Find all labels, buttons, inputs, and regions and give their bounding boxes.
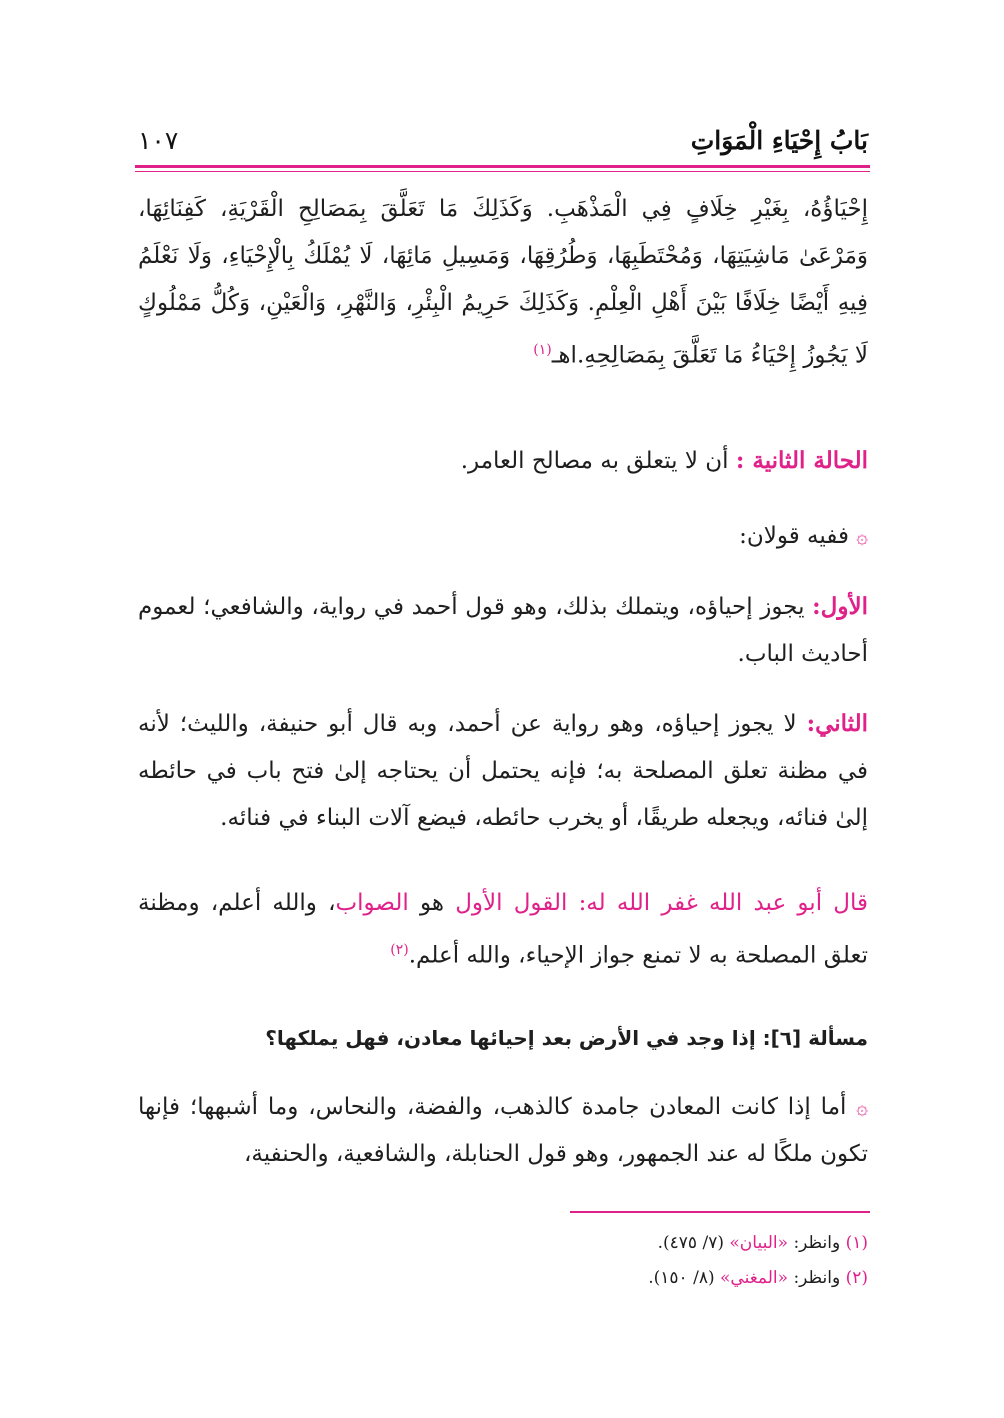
second-opinion-paragraph xyxy=(138,700,868,842)
footnote-number: (١) xyxy=(845,1233,868,1253)
issue-heading: مسألة [٦]: إذا وجد في الأرض بعد إحيائها معادن، فهل يملكها؟ xyxy=(265,1026,868,1050)
header-rule-thick xyxy=(135,165,870,168)
answer-paragraph xyxy=(138,1084,868,1178)
quote-paragraph xyxy=(138,186,868,380)
footnote-source: «البيان» xyxy=(729,1233,789,1253)
case-two-text: أن لا يتعلق به مصالح العامر. xyxy=(460,448,729,474)
flower-icon: ۞ xyxy=(856,1095,868,1119)
footnote-source: «المغني» xyxy=(720,1268,789,1288)
first-opinion-ref: القول الأول xyxy=(455,890,568,916)
footnote-1 xyxy=(138,1226,868,1261)
flower-icon: ۞ xyxy=(856,524,868,548)
footnote-number: (٢) xyxy=(845,1268,868,1288)
page-number: ١٠٧ xyxy=(138,125,179,155)
footnote-ref: (٧/ ٤٧٥). xyxy=(657,1233,724,1253)
correct-word: الصواب xyxy=(335,890,409,916)
footnotes xyxy=(138,1226,868,1296)
footnote-2 xyxy=(138,1261,868,1296)
case-two-label: الحالة الثانية : xyxy=(735,447,868,474)
header-rule-thin xyxy=(135,171,870,172)
second-label: الثاني: xyxy=(806,710,868,737)
footnote-ref: (٨/ ١٥٠). xyxy=(648,1268,715,1288)
answer-text: أما إذا كانت المعادن جامدة كالذهب، والفضة، والنحاس، وما أشبهها؛ فإنها تكون ملكًا له عند الجمهور، وهو قول الحنابلة، والشافعية، والحنفية، xyxy=(138,1094,868,1167)
first-text: يجوز إحياؤه، ويتملك بذلك، وهو قول أحمد في رواية، والشافعي؛ لعموم أحاديث الباب. xyxy=(138,594,868,667)
footnote-prefix: وانظر: xyxy=(793,1233,841,1253)
ruling-rest: ، والله أعلم، ومظنة تعلق المصلحة به لا تمنع جواز الإحياء، والله أعلم. xyxy=(138,890,868,969)
quote-text: إِحْيَاؤُهُ، بِغَيْرِ خِلَافٍ فِي الْمَذْهَبِ. وَكَذَلِكَ مَا تَعَلَّقَ بِمَصَالِحِ الْقَرْيَةِ، كَفِنَائِهَا، وَمَرْعَىٰ مَاشِيَتِهَا، وَمُحْتَطَبِهَا، وَطُرُقِهَا، وَمَسِيلِ مَائِهَا، لَا يُمْلَكُ بِالْإِحْيَاءِ، وَلَا نَعْلَمُ فِيهِ أَيْضًا خِلَافًا بَيْنَ أَهْلِ الْعِلْمِ. وَكَذَلِكَ حَرِيمُ الْبِئْرِ، وَالنَّهْرِ، وَالْعَيْنِ، وَكُلُّ مَمْلُوكٍ لَا يَجُوزُ إِحْيَاءُ مَا تَعَلَّقَ بِمَصَالِحِهِ.اهـ xyxy=(138,196,868,369)
page-header xyxy=(138,120,868,160)
footnote-ref-1: (١) xyxy=(533,342,552,358)
first-opinion-paragraph xyxy=(138,583,868,678)
ruling-is: هو xyxy=(419,890,444,916)
footnote-prefix: وانظر: xyxy=(793,1268,841,1288)
footnote-ref-2: (٢) xyxy=(390,942,409,958)
ruling-paragraph xyxy=(138,880,868,980)
intro-text: ففيه قولان: xyxy=(739,523,849,549)
two-opinions-intro xyxy=(138,513,868,560)
footnote-rule xyxy=(570,1211,870,1213)
second-text: لا يجوز إحياؤه، وهو رواية عن أحمد، وبه قال أبو حنيفة، والليث؛ لأنه في مظنة تعلق المصلحة به؛ فإنه يحتمل أن يحتاجه إلىٰ فتح باب في حائطه إلىٰ فنائه، ويجعله طريقًا، أو يخرب حائطه، فيضع آلات البناء في فنائه. xyxy=(138,711,868,831)
case-two-paragraph xyxy=(138,437,868,485)
author-statement: قال أبو عبد الله غفر الله له: xyxy=(578,890,869,916)
chapter-title: بَابُ إِحْيَاءِ الْمَوَاتِ xyxy=(690,125,868,155)
first-label: الأول: xyxy=(812,593,868,620)
